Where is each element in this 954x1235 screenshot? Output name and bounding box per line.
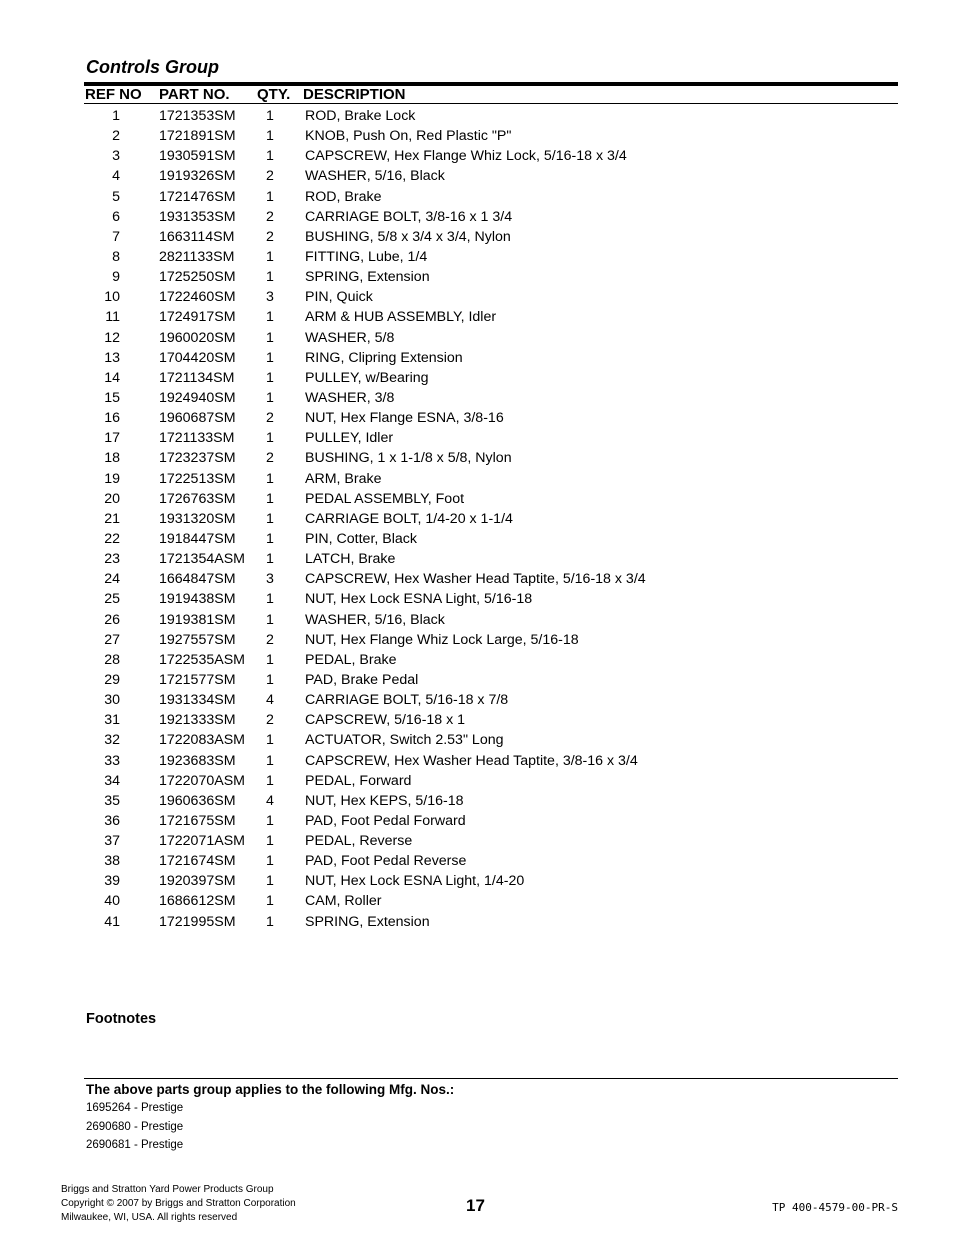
description-cell: PULLEY, Idler xyxy=(305,430,394,447)
part-no-cell: 1722071ASM xyxy=(159,833,245,850)
description-cell: PAD, Foot Pedal Reverse xyxy=(305,853,467,870)
qty-cell: 4 xyxy=(266,792,274,809)
table-row xyxy=(0,569,954,589)
table-row xyxy=(0,509,954,529)
part-no-cell: 1721891SM xyxy=(159,128,236,145)
qty-cell: 1 xyxy=(266,148,274,165)
table-row xyxy=(0,710,954,730)
qty-cell: 1 xyxy=(266,752,274,769)
part-no-cell: 1704420SM xyxy=(159,349,236,366)
table-row xyxy=(0,831,954,851)
part-no-cell: 1931320SM xyxy=(159,510,236,527)
qty-cell: 2 xyxy=(266,228,274,245)
description-cell: NUT, Hex KEPS, 5/16-18 xyxy=(305,792,464,809)
description-cell: PEDAL, Reverse xyxy=(305,833,413,850)
qty-cell: 1 xyxy=(266,349,274,366)
table-row xyxy=(0,207,954,227)
qty-cell: 1 xyxy=(266,269,274,286)
part-no-cell: 1721675SM xyxy=(159,812,236,829)
footnotes-heading: Footnotes xyxy=(86,1011,157,1027)
description-cell: PULLEY, w/Bearing xyxy=(305,369,429,386)
table-row xyxy=(0,730,954,750)
document-code: TP 400-4579-00-PR-S xyxy=(772,1201,898,1214)
description-cell: CAPSCREW, Hex Washer Head Taptite, 3/8-16 x 3/4 xyxy=(305,752,638,769)
ref-no-cell: 19 xyxy=(104,470,120,487)
description-cell: BUSHING, 1 x 1-1/8 x 5/8, Nylon xyxy=(305,450,512,467)
ref-no-cell: 20 xyxy=(104,490,120,507)
description-cell: CAPSCREW, Hex Washer Head Taptite, 5/16-18 x 3/4 xyxy=(305,571,646,588)
description-cell: SPRING, Extension xyxy=(305,269,430,286)
table-row xyxy=(0,448,954,468)
ref-no-cell: 14 xyxy=(104,369,120,386)
table-row xyxy=(0,549,954,569)
table-row xyxy=(0,670,954,690)
table-row xyxy=(0,106,954,126)
description-cell: WASHER, 5/8 xyxy=(305,329,395,346)
description-cell: NUT, Hex Lock ESNA Light, 5/16-18 xyxy=(305,591,533,608)
part-no-cell: 1721577SM xyxy=(159,671,236,688)
qty-cell: 1 xyxy=(266,248,274,265)
part-no-cell: 1919326SM xyxy=(159,168,236,185)
qty-cell: 2 xyxy=(266,168,274,185)
table-row xyxy=(0,871,954,891)
footnotes-rule xyxy=(84,1078,898,1079)
applies-heading: The above parts group applies to the following Mfg. Nos.: xyxy=(86,1082,455,1097)
table-row xyxy=(0,751,954,771)
table-row xyxy=(0,811,954,831)
description-cell: NUT, Hex Flange ESNA, 3/8-16 xyxy=(305,410,504,427)
description-cell: WASHER, 5/16, Black xyxy=(305,168,445,185)
description-cell: SPRING, Extension xyxy=(305,913,430,930)
ref-no-cell: 40 xyxy=(104,893,120,910)
table-row xyxy=(0,428,954,448)
qty-cell: 1 xyxy=(266,329,274,346)
ref-no-cell: 11 xyxy=(105,309,120,326)
ref-no-cell: 12 xyxy=(104,329,120,346)
description-cell: CARRIAGE BOLT, 3/8-16 x 1 3/4 xyxy=(305,208,513,225)
part-no-cell: 1723237SM xyxy=(159,450,236,467)
ref-no-cell: 31 xyxy=(104,712,120,729)
mfg-number: 2690681 - Prestige xyxy=(86,1139,184,1151)
qty-cell: 1 xyxy=(266,530,274,547)
description-cell: PAD, Foot Pedal Forward xyxy=(305,812,466,829)
column-header-part-no: PART NO. xyxy=(159,86,230,103)
qty-cell: 1 xyxy=(266,651,274,668)
qty-cell: 1 xyxy=(266,551,274,568)
table-row xyxy=(0,791,954,811)
qty-cell: 1 xyxy=(266,430,274,447)
qty-cell: 1 xyxy=(266,188,274,205)
part-no-cell: 1722083ASM xyxy=(159,732,245,749)
description-cell: CARRIAGE BOLT, 5/16-18 x 7/8 xyxy=(305,692,509,709)
qty-cell: 2 xyxy=(266,631,274,648)
part-no-cell: 1919438SM xyxy=(159,591,236,608)
ref-no-cell: 16 xyxy=(104,410,120,427)
qty-cell: 1 xyxy=(266,309,274,326)
ref-no-cell: 3 xyxy=(112,148,120,165)
qty-cell: 1 xyxy=(266,128,274,145)
table-row xyxy=(0,126,954,146)
ref-no-cell: 28 xyxy=(104,651,120,668)
description-cell: ACTUATOR, Switch 2.53" Long xyxy=(305,732,504,749)
part-no-cell: 1920397SM xyxy=(159,873,236,890)
ref-no-cell: 22 xyxy=(104,530,120,547)
part-no-cell: 1721354ASM xyxy=(159,551,245,568)
part-no-cell: 1960636SM xyxy=(159,792,236,809)
qty-cell: 1 xyxy=(266,591,274,608)
table-row xyxy=(0,408,954,428)
qty-cell: 1 xyxy=(266,490,274,507)
table-row xyxy=(0,247,954,267)
part-no-cell: 1722070ASM xyxy=(159,772,245,789)
qty-cell: 1 xyxy=(266,671,274,688)
part-no-cell: 1919381SM xyxy=(159,611,236,628)
description-cell: PIN, Cotter, Black xyxy=(305,530,417,547)
description-cell: ARM & HUB ASSEMBLY, Idler xyxy=(305,309,497,326)
ref-no-cell: 10 xyxy=(104,289,120,306)
table-row xyxy=(0,166,954,186)
qty-cell: 1 xyxy=(266,833,274,850)
part-no-cell: 1927557SM xyxy=(159,631,236,648)
table-row xyxy=(0,891,954,911)
description-cell: PEDAL, Forward xyxy=(305,772,412,789)
ref-no-cell: 13 xyxy=(104,349,120,366)
description-cell: ARM, Brake xyxy=(305,470,382,487)
qty-cell: 1 xyxy=(266,389,274,406)
part-no-cell: 1923683SM xyxy=(159,752,236,769)
qty-cell: 3 xyxy=(266,571,274,588)
description-cell: WASHER, 5/16, Black xyxy=(305,611,445,628)
ref-no-cell: 7 xyxy=(112,228,120,245)
qty-cell: 1 xyxy=(266,853,274,870)
qty-cell: 1 xyxy=(266,108,274,124)
ref-no-cell: 23 xyxy=(104,551,120,568)
ref-no-cell: 38 xyxy=(104,853,120,870)
header-rule-thin xyxy=(84,103,898,104)
table-row xyxy=(0,650,954,670)
description-cell: PIN, Quick xyxy=(305,289,373,306)
ref-no-cell: 36 xyxy=(104,812,120,829)
ref-no-cell: 39 xyxy=(104,873,120,890)
qty-cell: 1 xyxy=(266,611,274,628)
ref-no-cell: 24 xyxy=(104,571,120,588)
table-row xyxy=(0,146,954,166)
qty-cell: 3 xyxy=(266,289,274,306)
ref-no-cell: 30 xyxy=(104,692,120,709)
table-row xyxy=(0,529,954,549)
table-row xyxy=(0,388,954,408)
mfg-number-list xyxy=(86,1099,183,1155)
part-no-cell: 1721134SM xyxy=(159,369,235,386)
ref-no-cell: 15 xyxy=(104,389,120,406)
part-no-cell: 1722513SM xyxy=(159,470,236,487)
ref-no-cell: 2 xyxy=(112,128,120,145)
ref-no-cell: 8 xyxy=(112,248,120,265)
mfg-number: 2690680 - Prestige xyxy=(86,1120,184,1133)
table-row xyxy=(0,267,954,287)
table-row xyxy=(0,690,954,710)
ref-no-cell: 41 xyxy=(104,913,120,930)
ref-no-cell: 17 xyxy=(104,430,120,447)
ref-no-cell: 29 xyxy=(104,671,120,688)
table-row xyxy=(0,489,954,509)
ref-no-cell: 21 xyxy=(104,510,120,527)
qty-cell: 2 xyxy=(266,712,274,729)
part-no-cell: 1921333SM xyxy=(159,712,236,729)
qty-cell: 1 xyxy=(266,732,274,749)
ref-no-cell: 35 xyxy=(104,792,120,809)
qty-cell: 1 xyxy=(266,369,274,386)
description-cell: PAD, Brake Pedal xyxy=(305,671,419,688)
ref-no-cell: 27 xyxy=(104,631,120,648)
part-no-cell: 1931353SM xyxy=(159,208,236,225)
ref-no-cell: 1 xyxy=(112,108,120,124)
table-row xyxy=(0,348,954,368)
ref-no-cell: 9 xyxy=(112,269,120,286)
description-cell: FITTING, Lube, 1/4 xyxy=(305,248,428,265)
part-no-cell: 1721995SM xyxy=(159,913,236,930)
qty-cell: 2 xyxy=(266,450,274,467)
description-cell: PEDAL ASSEMBLY, Foot xyxy=(305,490,465,507)
part-no-cell: 1722535ASM xyxy=(159,651,245,668)
table-row xyxy=(0,771,954,791)
ref-no-cell: 4 xyxy=(112,168,120,185)
page-number: 17 xyxy=(466,1196,485,1215)
description-cell: CARRIAGE BOLT, 1/4-20 x 1-1/4 xyxy=(305,510,513,527)
part-no-cell: 2821133SM xyxy=(159,248,235,265)
qty-cell: 1 xyxy=(266,812,274,829)
company-info xyxy=(61,1183,296,1225)
part-no-cell: 1721133SM xyxy=(159,430,235,447)
parts-table xyxy=(0,106,954,932)
part-no-cell: 1721476SM xyxy=(159,188,236,205)
ref-no-cell: 26 xyxy=(104,611,120,628)
description-cell: WASHER, 3/8 xyxy=(305,389,395,406)
description-cell: PEDAL, Brake xyxy=(305,651,397,668)
table-row xyxy=(0,469,954,489)
table-row xyxy=(0,851,954,871)
company-line: Copyright © 2007 by Briggs and Stratton Corporation xyxy=(61,1198,296,1209)
column-header-description: DESCRIPTION xyxy=(303,86,406,103)
part-no-cell: 1960687SM xyxy=(159,410,236,427)
table-row xyxy=(0,227,954,247)
part-no-cell: 1722460SM xyxy=(159,289,236,306)
column-header-ref-no: REF NO xyxy=(85,86,142,103)
description-cell: NUT, Hex Lock ESNA Light, 1/4-20 xyxy=(305,873,525,890)
part-no-cell: 1725250SM xyxy=(159,269,236,286)
part-no-cell: 1686612SM xyxy=(159,893,236,910)
mfg-number: 1695264 - Prestige xyxy=(86,1102,184,1114)
table-row xyxy=(0,610,954,630)
table-row xyxy=(0,368,954,388)
description-cell: LATCH, Brake xyxy=(305,551,396,568)
ref-no-cell: 37 xyxy=(104,833,120,850)
table-row xyxy=(0,328,954,348)
description-cell: ROD, Brake Lock xyxy=(305,108,416,124)
part-no-cell: 1924940SM xyxy=(159,389,236,406)
table-row xyxy=(0,307,954,327)
ref-no-cell: 32 xyxy=(104,732,120,749)
qty-cell: 1 xyxy=(266,893,274,910)
page-title: Controls Group xyxy=(86,57,219,77)
company-line: Milwaukee, WI, USA. All rights reserved xyxy=(61,1212,238,1223)
description-cell: BUSHING, 5/8 x 3/4 x 3/4, Nylon xyxy=(305,228,511,245)
description-cell: CAPSCREW, Hex Flange Whiz Lock, 5/16-18 x 3/4 xyxy=(305,148,627,165)
table-row xyxy=(0,630,954,650)
part-no-cell: 1721674SM xyxy=(159,853,236,870)
table-row xyxy=(0,187,954,207)
part-no-cell: 1663114SM xyxy=(159,228,235,245)
company-line: Briggs and Stratton Yard Power Products Group xyxy=(61,1184,274,1195)
qty-cell: 4 xyxy=(266,692,274,709)
ref-no-cell: 25 xyxy=(104,591,120,608)
part-no-cell: 1726763SM xyxy=(159,490,236,507)
table-row xyxy=(0,912,954,932)
qty-cell: 2 xyxy=(266,208,274,225)
description-cell: KNOB, Push On, Red Plastic "P" xyxy=(305,128,512,145)
table-row xyxy=(0,589,954,609)
ref-no-cell: 6 xyxy=(112,208,120,225)
qty-cell: 1 xyxy=(266,510,274,527)
part-no-cell: 1721353SM xyxy=(159,108,236,124)
column-header-qty: QTY. xyxy=(257,86,291,103)
part-no-cell: 1930591SM xyxy=(159,148,236,165)
qty-cell: 1 xyxy=(266,913,274,930)
description-cell: NUT, Hex Flange Whiz Lock Large, 5/16-18 xyxy=(305,631,579,648)
part-no-cell: 1664847SM xyxy=(159,571,236,588)
description-cell: CAPSCREW, 5/16-18 x 1 xyxy=(305,712,466,729)
qty-cell: 1 xyxy=(266,772,274,789)
ref-no-cell: 18 xyxy=(104,450,120,467)
part-no-cell: 1960020SM xyxy=(159,329,236,346)
qty-cell: 1 xyxy=(266,470,274,487)
part-no-cell: 1931334SM xyxy=(159,692,236,709)
table-row xyxy=(0,287,954,307)
description-cell: ROD, Brake xyxy=(305,188,382,205)
description-cell: CAM, Roller xyxy=(305,893,382,910)
part-no-cell: 1724917SM xyxy=(159,309,236,326)
qty-cell: 2 xyxy=(266,410,274,427)
qty-cell: 1 xyxy=(266,873,274,890)
part-no-cell: 1918447SM xyxy=(159,530,236,547)
ref-no-cell: 5 xyxy=(112,188,120,205)
ref-no-cell: 34 xyxy=(104,772,120,789)
ref-no-cell: 33 xyxy=(104,752,120,769)
description-cell: RING, Clipring Extension xyxy=(305,349,463,366)
